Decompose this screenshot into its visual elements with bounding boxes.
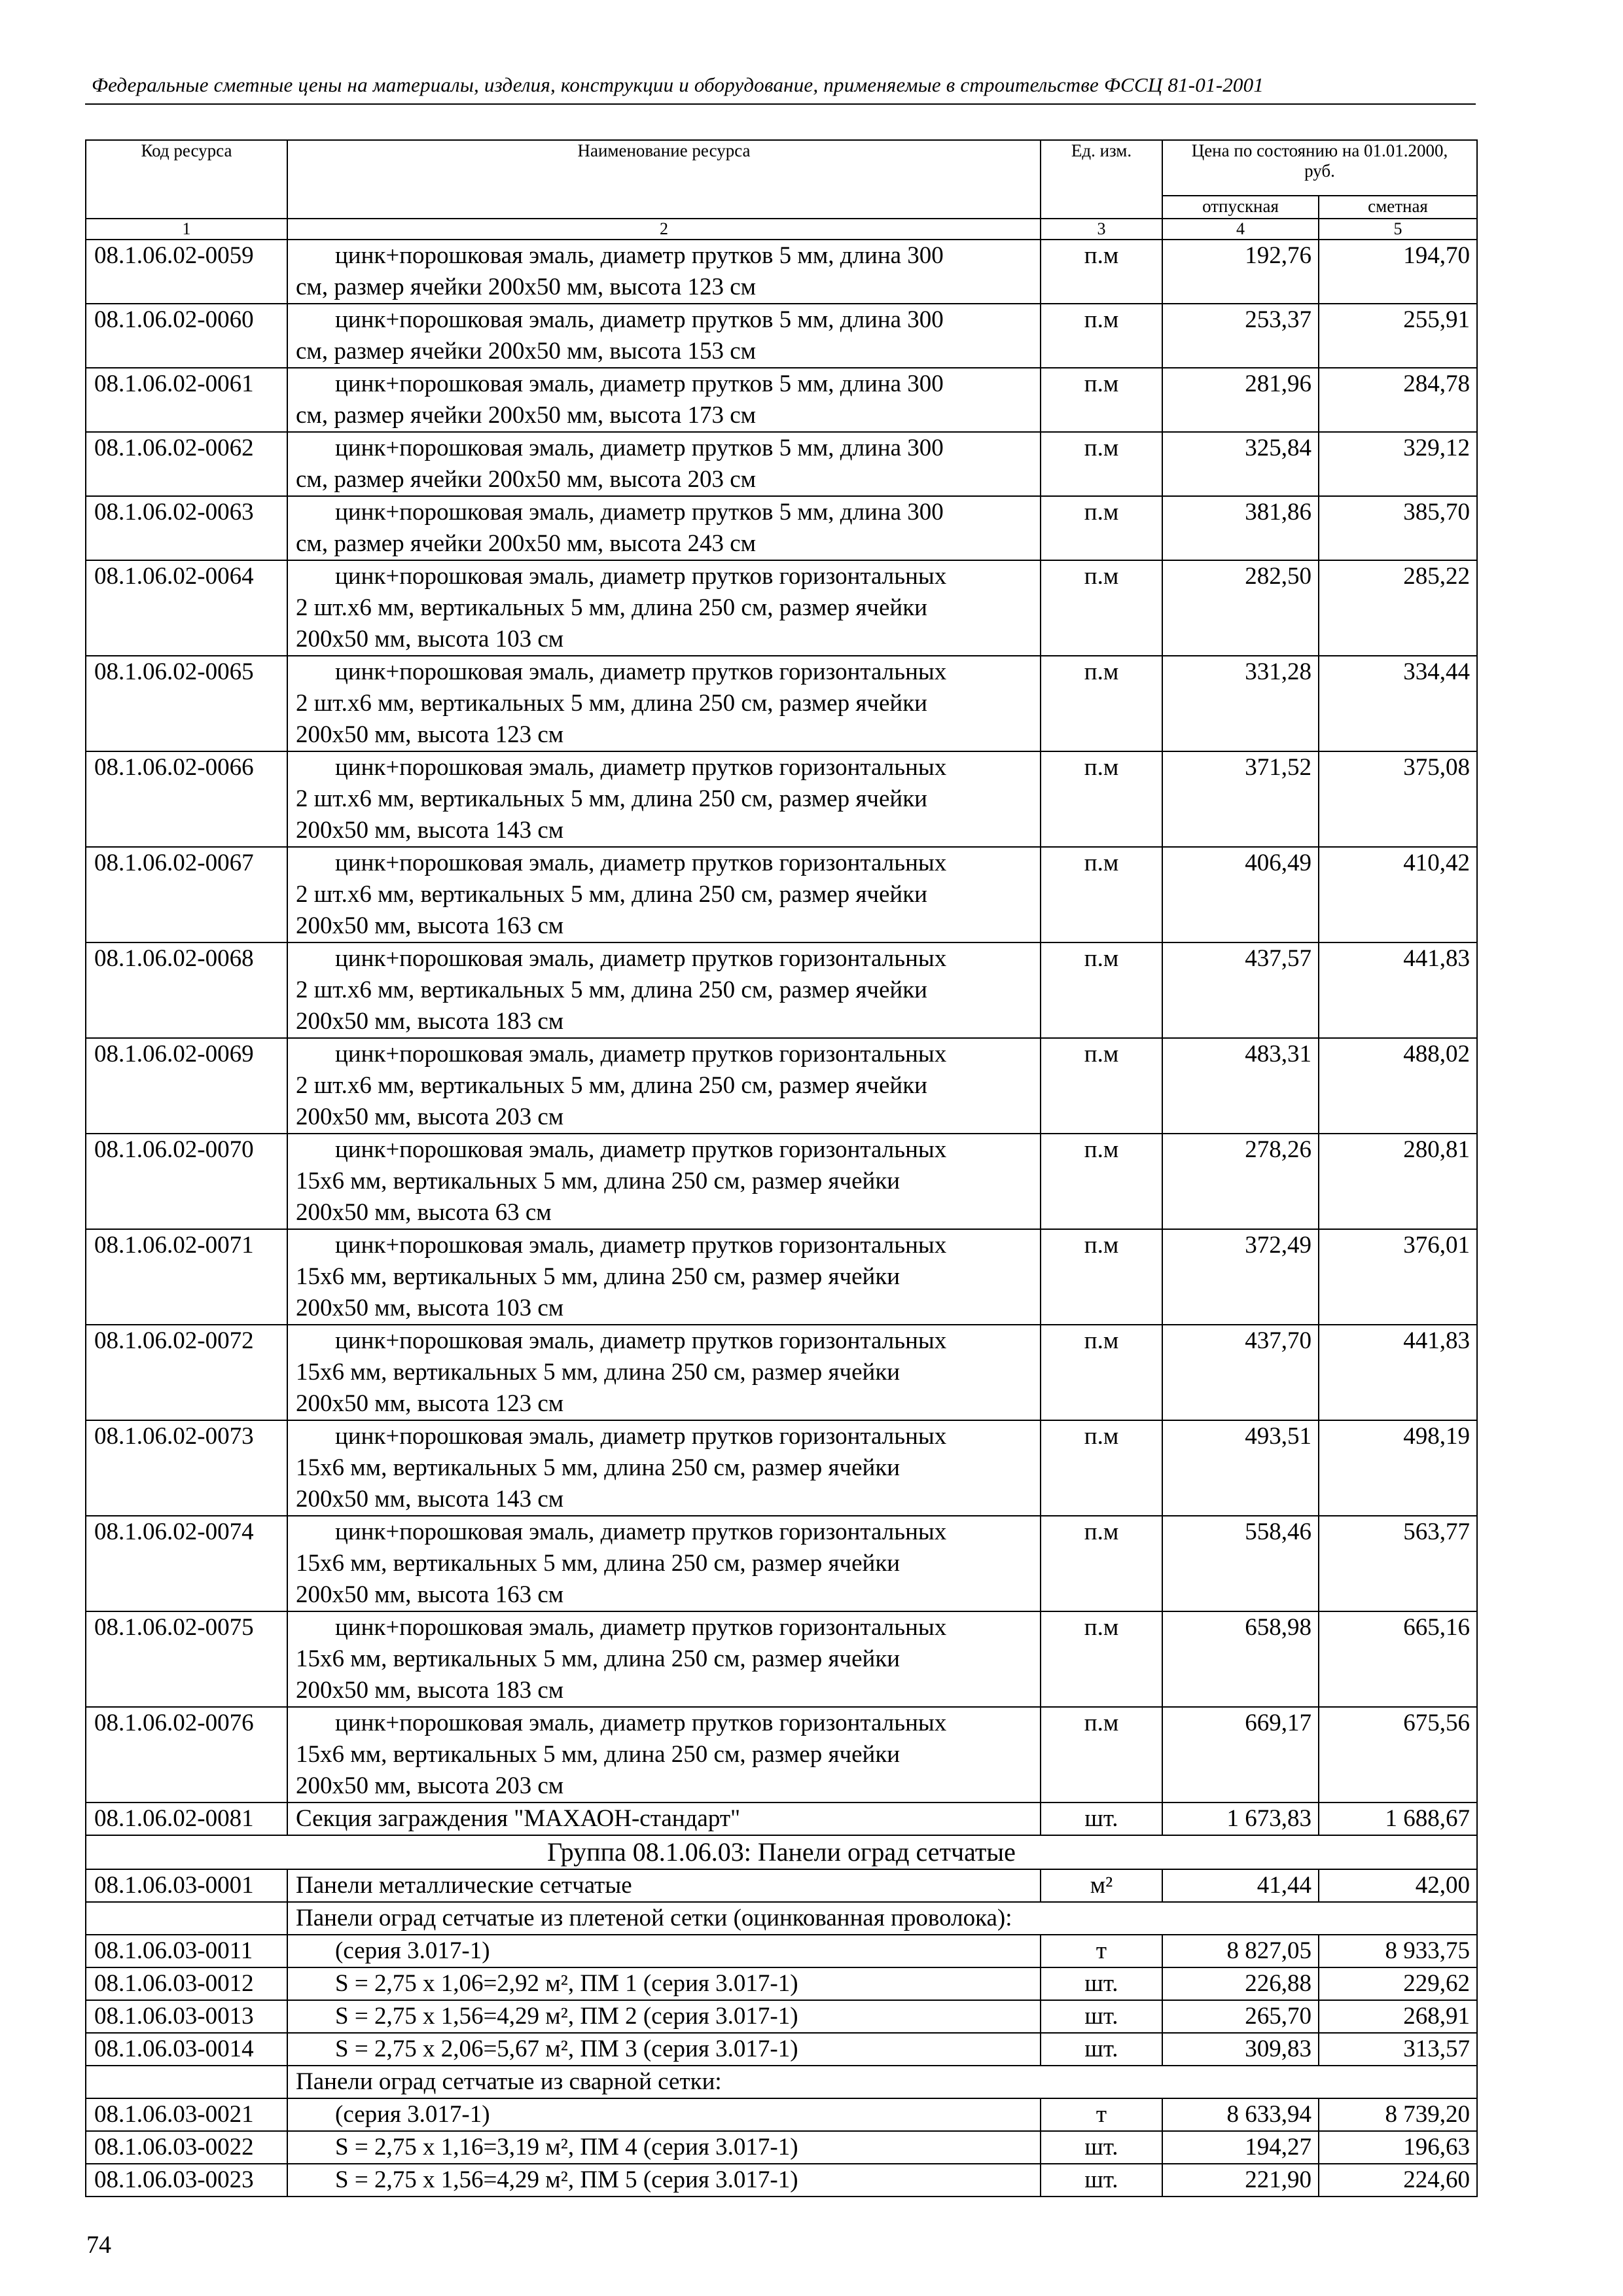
estimate-price: 563,77 [1319,1516,1477,1611]
release-price: 221,90 [1162,2164,1319,2197]
table-row [86,432,1477,496]
table-header-row [86,140,1477,196]
unit-of-measure: п.м [1041,304,1162,368]
header-estimate-price: сметная [1319,196,1477,219]
resource-name: цинк+порошковая эмаль, диаметр прутков горизонтальных 15х6 мм, вертикальных 5 мм, длина 250 см, размер ячейки 200х50 мм, высота 183 см [287,1611,1041,1707]
price-table [85,139,1478,2197]
estimate-price: 665,16 [1319,1611,1477,1707]
table-row [86,2164,1477,2197]
release-price: 669,17 [1162,1707,1319,1803]
estimate-price: 196,63 [1319,2131,1477,2164]
unit-of-measure: шт. [1041,2164,1162,2197]
table-row [86,656,1477,751]
estimate-price: 284,78 [1319,368,1477,432]
resource-code: 08.1.06.03-0021 [86,2098,287,2131]
unit-of-measure: п.м [1041,1420,1162,1516]
estimate-price: 410,42 [1319,847,1477,942]
page-number: 74 [86,2231,111,2259]
resource-code: 08.1.06.02-0069 [86,1038,287,1134]
resource-name: цинк+порошковая эмаль, диаметр прутков 5 мм, длина 300 см, размер ячейки 200х50 мм, высота 203 см [287,432,1041,496]
resource-code: 08.1.06.02-0060 [86,304,287,368]
resource-code: 08.1.06.02-0075 [86,1611,287,1707]
running-header: Федеральные сметные цены на материалы, изделия, конструкции и оборудование, применяемые в строительстве ФССЦ 81-01-2001 [92,73,1264,96]
estimate-price: 280,81 [1319,1134,1477,1229]
estimate-price: 441,83 [1319,942,1477,1038]
resource-code: 08.1.06.03-0014 [86,2033,287,2066]
resource-code: 08.1.06.02-0074 [86,1516,287,1611]
resource-name: цинк+порошковая эмаль, диаметр прутков горизонтальных 15х6 мм, вертикальных 5 мм, длина 250 см, размер ячейки 200х50 мм, высота 123 см [287,1325,1041,1420]
header-rule [85,103,1476,105]
column-number: 4 [1162,219,1319,240]
resource-name: S = 2,75 х 1,16=3,19 м², ПМ 4 (серия 3.017-1) [287,2131,1041,2164]
column-number: 1 [86,219,287,240]
unit-of-measure: шт. [1041,2000,1162,2033]
resource-code: 08.1.06.03-0013 [86,2000,287,2033]
table-row [86,240,1477,304]
resource-name: цинк+порошковая эмаль, диаметр прутков горизонтальных 2 шт.х6 мм, вертикальных 5 мм, длина 250 см, размер ячейки 200х50 мм, высота 123 см [287,656,1041,751]
unit-of-measure: п.м [1041,560,1162,656]
release-price: 253,37 [1162,304,1319,368]
resource-code: 08.1.06.03-0022 [86,2131,287,2164]
estimate-price: 285,22 [1319,560,1477,656]
table-row [86,1869,1477,1902]
unit-of-measure: шт. [1041,2131,1162,2164]
resource-code: 08.1.06.02-0071 [86,1229,287,1325]
release-price: 8 827,05 [1162,1935,1319,1967]
table-row [86,496,1477,560]
resource-name: Секция заграждения "МАХАОН-стандарт" [287,1803,1041,1835]
table-row [86,2098,1477,2131]
empty-cell [86,1902,287,1935]
unit-of-measure: т [1041,2098,1162,2131]
resource-code: 08.1.06.02-0070 [86,1134,287,1229]
estimate-price: 675,56 [1319,1707,1477,1803]
resource-code: 08.1.06.03-0012 [86,1967,287,2000]
resource-name: цинк+порошковая эмаль, диаметр прутков 5 мм, длина 300 см, размер ячейки 200х50 мм, высота 123 см [287,240,1041,304]
release-price: 309,83 [1162,2033,1319,2066]
table-row [86,1325,1477,1420]
resource-name: Панели металлические сетчатые [287,1869,1041,1902]
release-price: 226,88 [1162,1967,1319,2000]
release-price: 558,46 [1162,1516,1319,1611]
empty-cell [86,2066,287,2098]
table-row [86,942,1477,1038]
table-row [86,304,1477,368]
resource-name: цинк+порошковая эмаль, диаметр прутков горизонтальных 2 шт.х6 мм, вертикальных 5 мм, длина 250 см, размер ячейки 200х50 мм, высота 103 см [287,560,1041,656]
table-row [86,1935,1477,1967]
estimate-price: 194,70 [1319,240,1477,304]
resource-code: 08.1.06.02-0064 [86,560,287,656]
unit-of-measure: м² [1041,1869,1162,1902]
header-release-price: отпускная [1162,196,1319,219]
subgroup-row [86,2066,1477,2098]
resource-code: 08.1.06.02-0065 [86,656,287,751]
resource-name: цинк+порошковая эмаль, диаметр прутков горизонтальных 2 шт.х6 мм, вертикальных 5 мм, длина 250 см, размер ячейки 200х50 мм, высота 163 см [287,847,1041,942]
release-price: 192,76 [1162,240,1319,304]
estimate-price: 8 739,20 [1319,2098,1477,2131]
resource-code: 08.1.06.02-0076 [86,1707,287,1803]
estimate-price: 229,62 [1319,1967,1477,2000]
estimate-price: 334,44 [1319,656,1477,751]
unit-of-measure: п.м [1041,656,1162,751]
estimate-price: 42,00 [1319,1869,1477,1902]
unit-of-measure: п.м [1041,1134,1162,1229]
resource-name: цинк+порошковая эмаль, диаметр прутков горизонтальных 2 шт.х6 мм, вертикальных 5 мм, длина 250 см, размер ячейки 200х50 мм, высота 143 см [287,751,1041,847]
unit-of-measure: шт. [1041,1803,1162,1835]
resource-code: 08.1.06.02-0066 [86,751,287,847]
estimate-price: 255,91 [1319,304,1477,368]
column-numbers-row [86,219,1477,240]
release-price: 483,31 [1162,1038,1319,1134]
header-code: Код ресурса [86,140,287,219]
unit-of-measure: п.м [1041,1707,1162,1803]
header-name: Наименование ресурса [287,140,1041,219]
resource-code: 08.1.06.03-0023 [86,2164,287,2197]
resource-name: цинк+порошковая эмаль, диаметр прутков 5 мм, длина 300 см, размер ячейки 200х50 мм, высота 173 см [287,368,1041,432]
unit-of-measure: п.м [1041,751,1162,847]
estimate-price: 488,02 [1319,1038,1477,1134]
table-row [86,2131,1477,2164]
resource-name: S = 2,75 х 2,06=5,67 м², ПМ 3 (серия 3.017-1) [287,2033,1041,2066]
unit-of-measure: шт. [1041,1967,1162,2000]
resource-code: 08.1.06.02-0073 [86,1420,287,1516]
estimate-price: 498,19 [1319,1420,1477,1516]
unit-of-measure: п.м [1041,1516,1162,1611]
unit-of-measure: п.м [1041,496,1162,560]
unit-of-measure: т [1041,1935,1162,1967]
release-price: 1 673,83 [1162,1803,1319,1835]
release-price: 437,70 [1162,1325,1319,1420]
release-price: 406,49 [1162,847,1319,942]
group-title: Группа 08.1.06.03: Панели оград сетчатые [86,1835,1477,1869]
resource-name: цинк+порошковая эмаль, диаметр прутков горизонтальных 15х6 мм, вертикальных 5 мм, длина 250 см, размер ячейки 200х50 мм, высота 103 см [287,1229,1041,1325]
release-price: 381,86 [1162,496,1319,560]
resource-code: 08.1.06.02-0067 [86,847,287,942]
resource-code: 08.1.06.03-0001 [86,1869,287,1902]
table-row [86,560,1477,656]
column-number: 2 [287,219,1041,240]
unit-of-measure: шт. [1041,2033,1162,2066]
release-price: 265,70 [1162,2000,1319,2033]
resource-name: S = 2,75 х 1,06=2,92 м², ПМ 1 (серия 3.017-1) [287,1967,1041,2000]
subgroup-title: Панели оград сетчатые из сварной сетки: [287,2066,1477,2098]
release-price: 331,28 [1162,656,1319,751]
table-row [86,1038,1477,1134]
release-price: 371,52 [1162,751,1319,847]
table-row [86,1707,1477,1803]
table-row [86,1134,1477,1229]
resource-code: 08.1.06.03-0011 [86,1935,287,1967]
table-row [86,1229,1477,1325]
unit-of-measure: п.м [1041,1611,1162,1707]
resource-name: S = 2,75 х 1,56=4,29 м², ПМ 2 (серия 3.017-1) [287,2000,1041,2033]
resource-name: цинк+порошковая эмаль, диаметр прутков 5 мм, длина 300 см, размер ячейки 200х50 мм, высота 153 см [287,304,1041,368]
header-price: Цена по состоянию на 01.01.2000, руб. [1162,140,1477,196]
release-price: 372,49 [1162,1229,1319,1325]
unit-of-measure: п.м [1041,432,1162,496]
estimate-price: 376,01 [1319,1229,1477,1325]
unit-of-measure: п.м [1041,1229,1162,1325]
estimate-price: 441,83 [1319,1325,1477,1420]
release-price: 282,50 [1162,560,1319,656]
subgroup-title: Панели оград сетчатые из плетеной сетки (оцинкованная проволока): [287,1902,1477,1935]
header-unit: Ед. изм. [1041,140,1162,219]
table-row [86,1420,1477,1516]
column-number: 5 [1319,219,1477,240]
table-row [86,1967,1477,2000]
resource-code: 08.1.06.02-0072 [86,1325,287,1420]
unit-of-measure: п.м [1041,240,1162,304]
resource-code: 08.1.06.02-0063 [86,496,287,560]
release-price: 8 633,94 [1162,2098,1319,2131]
release-price: 41,44 [1162,1869,1319,1902]
subgroup-row [86,1902,1477,1935]
resource-name: цинк+порошковая эмаль, диаметр прутков горизонтальных 2 шт.х6 мм, вертикальных 5 мм, длина 250 см, размер ячейки 200х50 мм, высота 203 см [287,1038,1041,1134]
table-row [86,2033,1477,2066]
release-price: 281,96 [1162,368,1319,432]
release-price: 194,27 [1162,2131,1319,2164]
release-price: 437,57 [1162,942,1319,1038]
resource-name: (серия 3.017-1) [287,1935,1041,1967]
table-row [86,1611,1477,1707]
table-row [86,368,1477,432]
resource-name: цинк+порошковая эмаль, диаметр прутков горизонтальных 15х6 мм, вертикальных 5 мм, длина 250 см, размер ячейки 200х50 мм, высота 63 см [287,1134,1041,1229]
estimate-price: 1 688,67 [1319,1803,1477,1835]
estimate-price: 268,91 [1319,2000,1477,2033]
release-price: 325,84 [1162,432,1319,496]
table-row [86,2000,1477,2033]
estimate-price: 224,60 [1319,2164,1477,2197]
unit-of-measure: п.м [1041,1325,1162,1420]
estimate-price: 8 933,75 [1319,1935,1477,1967]
resource-code: 08.1.06.02-0059 [86,240,287,304]
estimate-price: 329,12 [1319,432,1477,496]
resource-code: 08.1.06.02-0081 [86,1803,287,1835]
resource-name: цинк+порошковая эмаль, диаметр прутков горизонтальных 15х6 мм, вертикальных 5 мм, длина 250 см, размер ячейки 200х50 мм, высота 203 см [287,1707,1041,1803]
table-row [86,847,1477,942]
table-row [86,751,1477,847]
resource-name: цинк+порошковая эмаль, диаметр прутков горизонтальных 15х6 мм, вертикальных 5 мм, длина 250 см, размер ячейки 200х50 мм, высота 143 см [287,1420,1041,1516]
table-row [86,1516,1477,1611]
column-number: 3 [1041,219,1162,240]
release-price: 493,51 [1162,1420,1319,1516]
resource-name: цинк+порошковая эмаль, диаметр прутков 5 мм, длина 300 см, размер ячейки 200х50 мм, высота 243 см [287,496,1041,560]
resource-name: цинк+порошковая эмаль, диаметр прутков горизонтальных 2 шт.х6 мм, вертикальных 5 мм, длина 250 см, размер ячейки 200х50 мм, высота 183 см [287,942,1041,1038]
release-price: 278,26 [1162,1134,1319,1229]
estimate-price: 385,70 [1319,496,1477,560]
release-price: 658,98 [1162,1611,1319,1707]
table-row [86,1803,1477,1835]
resource-code: 08.1.06.02-0068 [86,942,287,1038]
resource-code: 08.1.06.02-0062 [86,432,287,496]
resource-name: (серия 3.017-1) [287,2098,1041,2131]
unit-of-measure: п.м [1041,942,1162,1038]
unit-of-measure: п.м [1041,847,1162,942]
resource-code: 08.1.06.02-0061 [86,368,287,432]
resource-name: цинк+порошковая эмаль, диаметр прутков горизонтальных 15х6 мм, вертикальных 5 мм, длина 250 см, размер ячейки 200х50 мм, высота 163 см [287,1516,1041,1611]
estimate-price: 375,08 [1319,751,1477,847]
resource-name: S = 2,75 х 1,56=4,29 м², ПМ 5 (серия 3.017-1) [287,2164,1041,2197]
estimate-price: 313,57 [1319,2033,1477,2066]
unit-of-measure: п.м [1041,1038,1162,1134]
group-heading-row [86,1835,1477,1869]
unit-of-measure: п.м [1041,368,1162,432]
